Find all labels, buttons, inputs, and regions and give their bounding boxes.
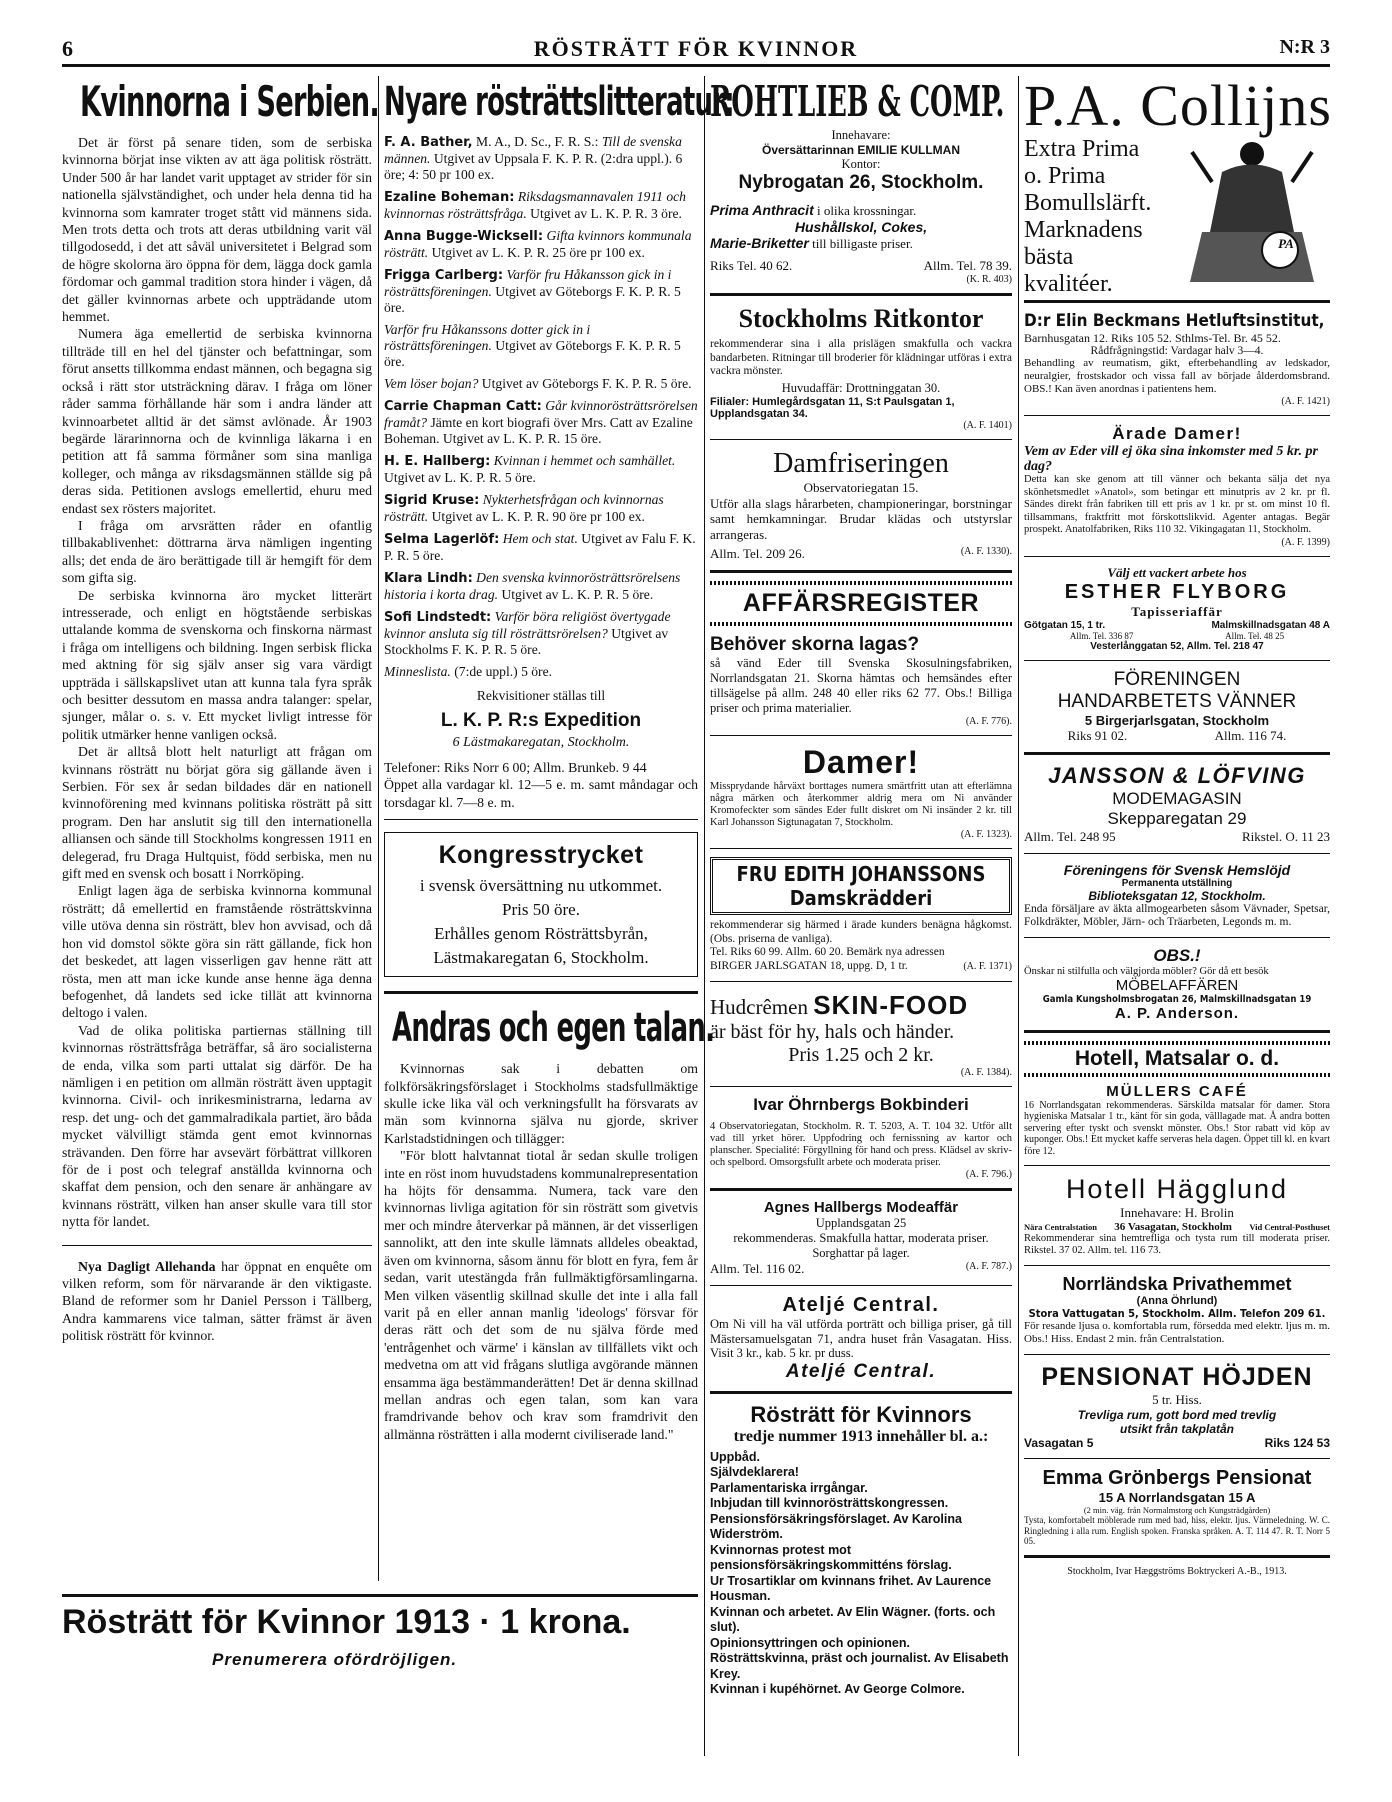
paragraph: Det är först på senare tiden, som de serbiska kvinnorna börjat inse vikten av att äga politisk rösträtt. Under 500 år har landet varit upptaget av strider för sin nationella självständighet, och under hela denna tid ha kvinnorna som kamrater troget stått vid männens sida. Men trots detta och trots att deras utbildning varit väl tillgodosedd, i det att såväl universitetet i Belgrad som de högre skolorna äro öppna för dem, lägga dock gamla fördomar och gammal tradition stora hinder i vägen, då det gäller kvinnornas arbete och uppträdande utom hemmet.: [62, 135, 372, 325]
literature-entry: [384, 267, 698, 316]
requisition-label: Rekvisitioner ställas till: [476, 688, 606, 703]
subscription-banner: [62, 1594, 698, 1670]
pensionat-text: Trevliga rum, gott bord med trevlig: [1077, 1408, 1277, 1422]
flyborg-address: Vesterlånggatan 52, Allm. Tel. 218 47: [1090, 640, 1264, 652]
ad-hemslojd-title: Föreningens för Svensk Hemslöjd: [1063, 861, 1291, 878]
rohtlieb-tel: Allm. Tel. 78 39.: [923, 258, 1012, 273]
entry-publisher: Utgivet av L. K. P. R. 3 öre.: [526, 206, 682, 221]
norrlandska-address: Stora Vattugatan 5, Stockholm. Allm. Telefon 209 61.: [1028, 1307, 1326, 1320]
kongress-line: i svensk översättning nu utkommet.: [419, 876, 663, 896]
entry-publisher: (7:de uppl.) 5 öre.: [450, 664, 553, 679]
foreningen-name: HANDARBETETS VÄNNER: [1057, 690, 1297, 712]
ad-hagglund-title: Hotell Hägglund: [1065, 1174, 1289, 1204]
ad-code: (A. F. 1384).: [960, 1067, 1012, 1078]
notice-bold: Nya Dagligt Allehanda: [78, 1258, 216, 1274]
flyborg-address: Götgatan 15, 1 tr.: [1024, 619, 1106, 631]
entry-title: Varför böra religiöst övertygade kvinnor ansluta sig till rösträttsrörelsen?: [384, 609, 671, 641]
entry-publisher: Utgivet av Stockholms F. K. P. R. 5 öre.: [384, 626, 669, 657]
ad-flyborg-title: ESTHER FLYBORG: [1064, 580, 1290, 603]
entry-author: Sigrid Kruse:: [384, 493, 480, 508]
contents-item: Kvinnan och arbetet. Av Elin Wägner. (forts. och slut).: [710, 1604, 996, 1634]
divider: [1024, 937, 1330, 938]
contents-item: Självdeklarera!: [710, 1465, 799, 1479]
entry-author: Selma Lagerlöf:: [384, 532, 500, 547]
affarsregister-title: AFFÄRSREGISTER: [742, 589, 980, 617]
rohtlieb-product: Prima Anthracit: [710, 202, 814, 218]
paragraph: Vad de olika politiska partiernas ställning till kvinnornas rösträttsfråga beträffar, så äro socialisterna de enda, vilka som parti uttalat sig därför. De ha nämligen i en petition om allmän rösträtt även upptagit kvinnorna. Civil- och inrikesministrarna, ledarna av resp. det ung- och det gammalradikala partiet, äro båda mycket välvilligt stämda gent emot kvinnornas strävanden. Den förre har avsevärt förbättrat villkoren för de i post och telegraf anställda kvinnorna och skaffat dem pension, och den senare är anhängare av kvinnans rösträtt, vilken han anser skulle vara till stor nytta för landet.: [62, 1022, 372, 1230]
divider: [1024, 415, 1330, 416]
expedition-hours: Öppet alla vardagar kl. 12—5 e. m. samt måndagar och torsdagar kl. 7—8 e. m.: [384, 777, 698, 810]
pensionat-tel: Riks 124 53: [1264, 1436, 1330, 1450]
entry-publisher: Jämte en kort biografi över Mrs. Catt av Ezaline Boheman. Utgivet av L. K. P. R. 15 öre.: [384, 415, 693, 446]
divider: [710, 1188, 1012, 1191]
flyborg-address: Malmskillnadsgatan 48 A: [1211, 619, 1330, 631]
atelje-text: Om Ni vill ha väl utförda porträtt och billiga priser, gå till Mästersamuelsgatan 71, andra huset från Vasagatan. Hiss. Visit 3 kr., kab. 5 kr. pr duss.: [710, 1317, 1012, 1360]
divider: [1024, 1030, 1330, 1033]
entry-publisher: Utgivet av Göteborgs F. K. P. R. 5 öre.: [384, 284, 681, 315]
divider: [1024, 1165, 1330, 1166]
headline-serbia: Kvinnorna i Serbien.: [80, 77, 380, 126]
column-divider: [1018, 76, 1019, 1756]
divider: [1024, 1458, 1330, 1459]
ad-code: (A. F. 1323).: [960, 829, 1012, 840]
contents-item: Rösträttskvinna, präst och journalist. Av Elisabeth Krey.: [710, 1651, 1009, 1681]
literature-entry: [384, 398, 698, 447]
pensionat-floor: 5 tr. Hiss.: [1152, 1392, 1202, 1407]
ad-rohtlieb-title: ROHTLIEB & COMP.: [710, 77, 1005, 126]
literature-entry: [384, 609, 698, 658]
jansson-sub: MODEMAGASIN: [1112, 788, 1242, 808]
kongress-price: Pris 50 öre.: [502, 900, 580, 920]
skinfood-price: Pris 1.25 och 2 kr.: [788, 1044, 934, 1066]
rostratt-issue-title: Rösträtt för Kvinnors: [750, 1401, 972, 1427]
damfris-text: Utför alla slags hårarbeten, championeringar, borstningar samt hemkamningar. Brudar klädas och utstyrslar arrangeras.: [710, 495, 1012, 542]
pensionat-text: utsikt från takplatån: [1119, 1422, 1235, 1436]
skinfood-line: är bäst för hy, hals och händer.: [710, 1021, 955, 1043]
ad-damer-title: Damer!: [802, 744, 920, 780]
entry-publisher: Utgivet av L. K. P. R. 5 öre.: [498, 587, 654, 602]
entry-author: Sofi Lindstedt:: [384, 610, 492, 625]
jansson-tel: Rikstel. O. 11 23: [1242, 828, 1330, 844]
printer-imprint: Stockholm, Ivar Hæggströms Boktryckeri A.-B., 1913.: [1067, 1565, 1287, 1577]
norrlandska-text: För resande ljusa o. komfortabla rum, försedda med elektr. ljus m. m. Obs.! Hiss. Endast 2 min. från Centralstation.: [1024, 1320, 1330, 1345]
divider: [1024, 556, 1330, 557]
entry-author: F. A. Bather,: [384, 135, 473, 150]
norrlandska-owner: (Anna Öhrlund): [1136, 1295, 1218, 1307]
entry-title: Hem och stat.: [502, 531, 578, 546]
ad-code: (A. F. 787.): [965, 1261, 1012, 1272]
ivar-text: 4 Observatoriegatan, Stockholm. R. T. 5203, A. T. 104 32. Utför allt vad till yrket hörer. Uppfodring och fernissning av kartor och planscher. Specialité: Förgyllning för hand och press. Klädsel av skriv- och spelbord. Omsorgsfullt arbete och moderata priser.: [710, 1121, 1012, 1168]
contents-item: Parlamentariska irrgångar.: [710, 1480, 868, 1495]
hagglund-note: Vid Central-Posthuset: [1249, 1222, 1330, 1232]
rohtlieb-text: till billigaste priser.: [808, 236, 913, 251]
pensionat-address: Vasagatan 5: [1024, 1436, 1094, 1450]
entry-title: Varför fru Håkanssons dotter gick in i rösträttsföreningen.: [384, 322, 591, 353]
rohtlieb-label: Kontor:: [841, 157, 881, 171]
hemslojd-text: Enda försäljare av äkta allmogearbeten såsom Vävnader, Spetsar, Folkdräkter, Möbler, Järn- och Träarbeten, Legonds m. m.: [1024, 902, 1330, 928]
jansson-address: Skepparegatan 29: [1107, 808, 1247, 828]
divider: [62, 1245, 372, 1246]
divider: [1024, 1354, 1330, 1355]
entry-title: Riksdagsmannavalen 1911 och kvinnornas rösträttsfråga.: [384, 189, 686, 221]
entry-title: Nykterhetsfrågan och kvinnornas rösträtt.: [384, 492, 664, 524]
hagglund-text: Rekommenderar sina hemtrefliga och tysta rum till moderata priser. Rikstel. 37 02. Allm. tel. 116 73.: [1024, 1233, 1330, 1256]
flyborg-intro: Välj ett vackert arbete hos: [1107, 564, 1247, 580]
ad-mullers-title: MÜLLERS CAFÉ: [1106, 1082, 1248, 1100]
foreningen-tel: Riks 91 02.: [1067, 727, 1128, 743]
divider: [710, 1285, 1012, 1286]
column-divider: [378, 76, 379, 1581]
entry-title: Vem löser bojan?: [384, 376, 479, 391]
rohtlieb-street: Nybrogatan 26, Stockholm.: [738, 172, 984, 193]
rostratt-issue-sub: tredje nummer 1913 innehåller bl. a.:: [733, 1427, 989, 1445]
ad-code: (K. R. 403): [966, 274, 1012, 285]
entry-title: Den svenska kvinnorösträttsrörelsens historia i korta drag.: [384, 570, 681, 602]
ritkontor-branches: Filialer: Humlegårdsgatan 11, S:t Paulsgatan 1, Upplandsgatan 34.: [710, 395, 955, 420]
rohtlieb-product: Marie-Briketter: [710, 235, 809, 251]
divider: [710, 735, 1012, 736]
ad-ritkontor-title: Stockholms Ritkontor: [738, 304, 984, 333]
literature-entry: [384, 134, 698, 183]
literature-entry: [384, 189, 698, 222]
literature-entry: [384, 376, 698, 392]
entry-author: H. E. Hallberg:: [384, 454, 491, 469]
ad-jansson-title: JANSSON & LÖFVING: [1048, 762, 1306, 788]
literature-entry: [384, 664, 698, 680]
divider: [710, 848, 1012, 849]
hagglund-owner: Innehavare: H. Brolin: [1120, 1205, 1234, 1220]
divider: [710, 1391, 1012, 1394]
entry-author: Anna Bugge-Wicksell:: [384, 229, 544, 244]
arade-question: Vem av Eder vill ej öka sina inkomster med 5 kr. pr dag?: [1024, 444, 1319, 474]
contents-item: Kvinnan i kupéhörnet. Av George Colmore.: [710, 1682, 965, 1696]
divider: [710, 439, 1012, 440]
headline-andras: Andras och egen talan.: [392, 1005, 715, 1052]
contents-item: Ur Trosartiklar om kvinnans frihet. Av Laurence Housman.: [710, 1573, 992, 1603]
register-border: [710, 622, 1012, 626]
damfris-address: Observatoriegatan 15.: [803, 479, 919, 495]
ad-elin-title: D:r Elin Beckmans Hetluftsinstitut,: [1024, 311, 1325, 331]
contents-item: Uppbåd.: [710, 1449, 760, 1464]
kongress-line: Lästmakaregatan 6, Stockholm.: [433, 948, 649, 968]
notice-text: har öppnat en enquête om vilken reform, som för närvarande är den viktigaste. Bland de reformer som hr Daniel Persson i Tällberg, Andra kammarens vice talman, sätter främst är även politisk rösträtt för kvinnor.: [62, 1258, 373, 1344]
agnes-text: rekommenderas. Smakfulla hattar, moderata priser. Sorghattar på lager.: [733, 1231, 989, 1260]
entry-title: Går kvinnorösträttsrörelsen framåt?: [384, 398, 698, 430]
kongress-title: Kongresstrycket: [438, 841, 644, 870]
entry-text: M. A., D. Sc., F. R. S.:: [472, 134, 602, 149]
ad-fru-edith-title: FRU EDITH JOHANSSONS Damskrädderi: [710, 857, 1012, 915]
agnes-address: Upplandsgatan 25: [815, 1216, 907, 1230]
article-column-serbia: [62, 76, 380, 1581]
rohtlieb-text: i olika krossningar.: [813, 203, 917, 218]
contents-item: Kvinnornas protest mot pensionsförsäkringskommitténs förslag.: [710, 1542, 952, 1572]
fru-edith-tel: Tel. Riks 60 99. Allm. 60 20. Bemärk nya adressen: [710, 946, 945, 958]
literature-entry: [384, 228, 698, 261]
ad-agnes-title: Agnes Hallbergs Modeaffär: [763, 1199, 959, 1216]
issue-number: N:R 3: [1279, 36, 1330, 58]
mobel-title: MÖBELAFFÄREN: [1115, 976, 1239, 994]
column-literature: [384, 76, 734, 1581]
collijns-line: o. Prima: [1024, 163, 1106, 189]
column-divider: [704, 76, 705, 1756]
mobel-address: Gamla Kungsholmsbrogatan 26, Malmskillnadsgatan 19: [1042, 993, 1312, 1005]
ad-kongresstrycket: [384, 832, 698, 977]
rostratt-contents: [710, 1450, 1012, 1698]
obs-text: Önskar ni stilfulla och välgjorda möbler? Gör då ett besök: [1024, 965, 1269, 977]
hemslojd-sub: Permanenta utställning: [1121, 877, 1233, 889]
register-border: [1024, 1073, 1330, 1077]
paragraph: Kvinnornas sak i debatten om folkförsäkringsförslaget i Stockholms stadsfullmäktige skulle icke lika väl och verkningsfullt ha försvarats av män som kvinnorna själva nu gjorde, skriver Karlstadstidningen och tillägger:: [384, 1061, 698, 1146]
header-rule: [62, 64, 1330, 67]
divider: [1024, 853, 1330, 854]
entry-author: Klara Lindh:: [384, 571, 473, 586]
entry-title: Kvinnan i hemmet och samhället.: [493, 453, 676, 468]
ad-pensionat-hojden-title: PENSIONAT HÖJDEN: [1041, 1363, 1313, 1391]
divider: [710, 570, 1012, 573]
pa-logo-text: PA: [1278, 236, 1294, 251]
ad-code: (A. F. 1371): [963, 960, 1012, 972]
literature-entry: [384, 492, 698, 525]
entry-title: Till de svenska männen.: [384, 134, 682, 166]
entry-publisher: Utgivet av L. K. P. R. 25 öre pr 100 ex.: [428, 245, 645, 260]
emma-address: 15 A Norrlandsgatan 15 A: [1098, 1490, 1256, 1505]
literature-entry: [384, 531, 698, 564]
ad-skor-title: Behöver skorna lagas?: [710, 634, 920, 655]
damfris-tel: Allm. Tel. 209 26.: [710, 546, 805, 561]
ad-code: (A. F. 1401): [963, 419, 1012, 431]
andras-body: [384, 1060, 698, 1443]
expedition-address: 6 Lästmakaregatan, Stockholm.: [452, 735, 630, 750]
page-number: 6: [62, 36, 73, 61]
divider: [710, 1086, 1012, 1087]
ad-obs-title: OBS.!: [1153, 945, 1201, 965]
jansson-tel: Allm. Tel. 248 95: [1024, 828, 1116, 844]
elin-hours: Rådfrågningstid: Vardagar halv 3—4.: [1090, 345, 1264, 357]
entry-title: Varför fru Håkansson gick in i rösträttsföreningen.: [384, 267, 672, 299]
hemslojd-address: Biblioteksgatan 12, Stockholm.: [1088, 888, 1266, 903]
expedition-phones: Telefoner: Riks Norr 6 00; Allm. Brunkeb. 9 44: [384, 760, 647, 775]
entry-author: Frigga Carlberg:: [384, 268, 504, 283]
entry-publisher: Utgivet av L. K. P. R. 5 öre.: [384, 470, 536, 485]
ad-code: (A. F. 1399): [1281, 536, 1330, 548]
entry-publisher: Utgivet av Göteborgs F. K. P. R. 5 öre.: [478, 376, 692, 391]
ad-emma-title: Emma Grönbergs Pensionat: [1042, 1467, 1312, 1489]
collijns-line: bästa: [1024, 244, 1074, 270]
mullers-text: 16 Norrlandsgatan rekommenderas. Särskilda matsalar för damer. Stora hygieniska Matsalar 1 tr., känt för sin goda, välllagade mat. Å andra botten servering efter tyskt och svenskt mönster. Obs.! Stor rabatt vid köp av kuponger. Obs.! Ett mycket kaffe serveras hela dagen. Öppet till kl. en kvart före 12.: [1024, 1099, 1330, 1157]
ads-column-3: [710, 76, 1012, 1756]
hagglund-note: Nära Centralstation: [1024, 1222, 1097, 1232]
divider: [710, 293, 1012, 296]
entry-publisher: Utgivet av Uppsala F. K. P. R. (2:dra uppl.). 6 öre; 4: 50 pr 100 ex.: [384, 151, 683, 182]
ad-norrlandska-title: Norrländska Privathemmet: [1062, 1274, 1292, 1294]
ritkontor-main: Huvudaffär: Drottninggatan 30.: [781, 380, 941, 395]
entry-publisher: Utgivet av L. K. P. R. 90 öre pr 100 ex.: [428, 509, 645, 524]
skinfood-title: SKIN-FOOD: [813, 990, 969, 1020]
kongress-line: Erhålles genom Rösträttsbyrån,: [434, 924, 648, 944]
literature-entry: [384, 570, 698, 603]
divider: [710, 981, 1012, 982]
emma-sub: (2 min. väg. från Normalmstorg och Kungsträdgården): [1083, 1505, 1271, 1515]
entry-publisher: Utgivet av Göteborgs F. K. P. R. 5 öre.: [384, 338, 681, 369]
ads-column-4: [1024, 73, 1332, 1756]
notice-nda: [62, 1258, 372, 1345]
hotell-register-title: Hotell, Matsalar o. d.: [1074, 1046, 1280, 1070]
ad-foreningen-title: FÖRENINGEN: [1113, 668, 1241, 690]
arade-text: Detta kan ske genom att till vänner och bekanta sälja det nya skönhetsmedlet »Anatol», som betingar ett minutpris av 2 kr. pr fl. Sändes direkt från fabriken till ett pris av 1 kr. pr st. om minst 10 fl. tillsammans, fraktfritt mot förskottslikvid. Agenter antagas. Begär prospekt. Anatolfabriken, Riks 110 32. Vikingagatan 11, Stockholm.: [1024, 474, 1330, 535]
collijns-line: kvalitéer.: [1024, 271, 1113, 297]
collijns-line: Extra Prima: [1024, 136, 1140, 162]
elin-text: Behandling av reumatism, gikt, efterbehandling av ledskador, neuralgier, frostskador och vissa fall av började ålderdomsbrand. OBS.! Kan även anordnas i patientens hem.: [1024, 357, 1330, 395]
hagglund-address: 36 Vasagatan, Stockholm: [1114, 1221, 1232, 1233]
flyborg-tel: Allm. Tel. 336 87: [1069, 630, 1134, 641]
elin-address: Barnhusgatan 12. Riks 105 52. Sthlms-Tel. Br. 45 52.: [1024, 331, 1281, 345]
masthead-title: RÖSTRÄTT FÖR KVINNOR: [533, 36, 859, 61]
expedition-name: L. K. P. R:s Expedition: [440, 710, 642, 731]
banner-subtitle: Prenumerera ofördröjligen.: [212, 1650, 458, 1669]
contents-item: Inbjudan till kvinnorösträttskongressen.: [710, 1496, 949, 1510]
ad-ivar-title: Ivar Öhrnbergs Bokbinderi: [753, 1095, 969, 1114]
collijns-line: Marknadens: [1024, 217, 1143, 243]
entry-author: Ezaline Boheman:: [384, 190, 515, 205]
ad-collijns: [1024, 136, 1330, 297]
fru-edith-text: rekommenderar sig härmed i ärade kunders benägna hågkomst. (Obs. priserna de vanliga).: [710, 919, 1012, 945]
skinfood-label: Hudcrêmen: [710, 995, 808, 1019]
literature-list: [384, 134, 698, 680]
paragraph: Numera äga emellertid de serbiska kvinnorna tillträde till en hel del tjänster och befattningar, som förut ansetts tillkomma endast männen, och begagna sig också i rätt stor utsträckning därav. I fråga om löner råder samma förhållande här som i andra länder att kvinnoarbetet alltid är det sämst avlönade. År 1903 begärde lärarinnorna och de kvinnliga läkarna i en petition att få samma förmåner som sina manliga kolleger, och många av riksdagsmännen ställde sig på deras sida. Petitionen avslogs emellertid, ehuru med endast sex rösters majoritet.: [62, 326, 372, 516]
flyborg-sub: Tapisseriaffär: [1131, 603, 1223, 619]
page-header: [62, 36, 1330, 62]
paragraph: De serbiska kvinnorna äro mycket litterärt intresserade, och enligt en högtstående serbiskas uttalande komma de svenskorna och finskorna närmast i fråga om intelligens och bildning. Ingen serbisk flicka med aktning för sig själv anser sig vara värdigt uppträda i sällskapslivet utan att kunna tala fyra språk och besitter dessutom en massa andra talanger: spelar, sjunger, målar o. s. v. Ett mycket livligt intresse för politik utmärker henne vanligen också.: [62, 587, 372, 742]
atelje-footer: Ateljé Central.: [785, 1360, 937, 1382]
collijns-line: Bomullslärft.: [1024, 190, 1152, 216]
paragraph: I fråga om arvsrätten råder en ofantlig tillbakablivenhet: döttrarna ärva nämligen ingenting alls; det enda de äro berättigade till är hemgift för dem som gifta sig.: [62, 517, 372, 586]
rohtlieb-product: Hushållskol, Cokes,: [794, 219, 928, 235]
rohtlieb-label: Innehavare:: [831, 128, 891, 142]
entry-title: Minneslista.: [384, 664, 451, 679]
ad-code: (A. F. 796.): [965, 1169, 1012, 1180]
divider: [1024, 1265, 1330, 1266]
ad-code: (A. F. 1330).: [960, 546, 1012, 557]
ritkontor-text: rekommenderar sina i alla prislägen smakfulla och vackra bandarbeten. Ritningar till broderier för klädningar utföras i extra vackra mönster.: [710, 338, 1012, 377]
foreningen-address: 5 Birgerjarlsgatan, Stockholm: [1084, 712, 1270, 728]
literature-entry: [384, 453, 698, 486]
ad-arade-title: Ärade Damer!: [1112, 424, 1242, 443]
rohtlieb-tel: Riks Tel. 40 62.: [710, 258, 793, 273]
ad-code: (A. F. 776).: [965, 716, 1012, 727]
ad-atelje-title: Ateljé Central.: [782, 1294, 940, 1316]
divider: [1024, 660, 1330, 661]
literature-entry: [384, 322, 698, 370]
ad-code: (A. F. 1421): [1281, 396, 1330, 407]
flyborg-tel: Allm. Tel. 48 25: [1225, 630, 1285, 641]
mobel-owner: A. P. Anderson.: [1114, 1004, 1240, 1022]
quote-paragraph: "För blott halvtannat tiotal år sedan skulle troligen inte en röst inom huvudstadens kommunalrepresentation ha höjts för densamma. Numera, tack vare den kvinnornas livliga agitation för sin rösträtt som givetvis mer och mindre återverkar på männen, är det visserligen sannolikt, att den inte skulle lämnats alldeles obeaktad, även om kvinnorna, såsom ännu för blott en fyra, fem år sedan, varit utestängda från fullmäktigförsamlingarna. Men vilken väsentlig skillnad skulle det inte i alla fall varit på en eller annan manlig 'ideologs' försvar för deras rätt och det som de nu själva förde med 'entrågenhet och värme' i känslan av tillfällets vikt och medvetna om att vid frågans slutliga avgörande männen ensamma äga bestämmanderätten! Det är denna skillnad mellan andras och egen talan, som kan vara framdrivande behov och krav som framdrivit den allmänna rösträtten i alla modernt civiliserade land.": [384, 1148, 698, 1442]
contents-item: Pensionsförsäkringsförslaget. Av Karolina Widerström.: [710, 1511, 962, 1541]
ad-damfriseringen-title: Damfriseringen: [773, 447, 949, 479]
skor-text: så vänd Eder till Svenska Skosulningsfabriken, Norrlandsgatan 21. Skorna hämtas och hemsändes efter tillsägelse på allm. 248 40 eller riks 62 77. Obs.! Billiga priser och prima materialier.: [710, 656, 1012, 715]
seated-woman-illustration: [1182, 132, 1322, 292]
entry-title: Gifta kvinnors kommunala rösträtt.: [384, 228, 692, 260]
article-body: [62, 134, 372, 1231]
paragraph: Enligt lagen äga de serbiska kvinnorna kommunal rösträtt; då emellertid en framstående rösträttskvinna ville utöva denna sin rösträtt, blev hon avvisad, och då hon vid domstol sökte göra sin rätt gällande, fick hon det beskedet, att lagen visserligen gav henne rätt att rösta, men att man icke kunde anse henne äga denna befogenhet, då landets sed icke tillät att kvinnorna deltogo i valen.: [62, 883, 372, 1021]
divider: [1024, 752, 1330, 755]
ad-collijns-title: P.A. Collijns: [1024, 73, 1332, 138]
divider: [384, 991, 698, 994]
divider: [1024, 300, 1330, 303]
entry-author: Carrie Chapman Catt:: [384, 399, 542, 414]
rohtlieb-owner: Översättarinnan EMILIE KULLMAN: [761, 143, 961, 157]
entry-publisher: Utgivet av Falu F. K. P. R. 5 öre.: [384, 531, 696, 563]
newspaper-page: [62, 36, 1330, 1756]
paragraph: Det är alltså blott helt naturligt att frågan om kvinnans rösträtt nu börjat göra sig gällande även i Serbien. För sex år sedan bildades där en nationell kvinnoförening med kvinnans politiska rösträtt på sitt program. Den har anslutit sig till den internationella alliansen och sände till Stockholms kongressen 1911 en delegerad, fru Draga Hultquist, född serbiska, men nu gift med en svensk och bosatt i Norrköping.: [62, 744, 372, 882]
banner-title: Rösträtt för Kvinnor 1913 · 1 krona.: [62, 1603, 631, 1641]
divider: [384, 819, 698, 820]
agnes-tel: Allm. Tel. 116 02.: [710, 1261, 805, 1276]
emma-text: Tysta, komfortabelt möblerade rum med bad, hiss, elektr. ljus. Värmeledning. W. C. Ringledning i alla rum. English spoken. Franska språken. A. T. 114 47. R. T. Norr 5 05.: [1024, 1515, 1330, 1546]
headline-literature: Nyare rösträttslitteratur:: [384, 79, 734, 125]
fru-edith-address: BIRGER JARLSGATAN 18, uppg. D, 1 tr.: [710, 959, 908, 972]
contents-item: Opinionsyttringen och opinionen.: [710, 1635, 910, 1650]
foreningen-tel: Allm. 116 74.: [1214, 727, 1287, 743]
damer-text: Missprydande hårväxt borttages numera smärtfritt utan att efterlämna några märken och återkommer aldrig mera om Ni använder Kromofeckter som sändes Eder fullt diskret om Ni insänder 2 kr. till Karl Johansson Sigtunagatan 7, Stockholm.: [710, 781, 1012, 828]
divider: [1024, 1555, 1330, 1558]
